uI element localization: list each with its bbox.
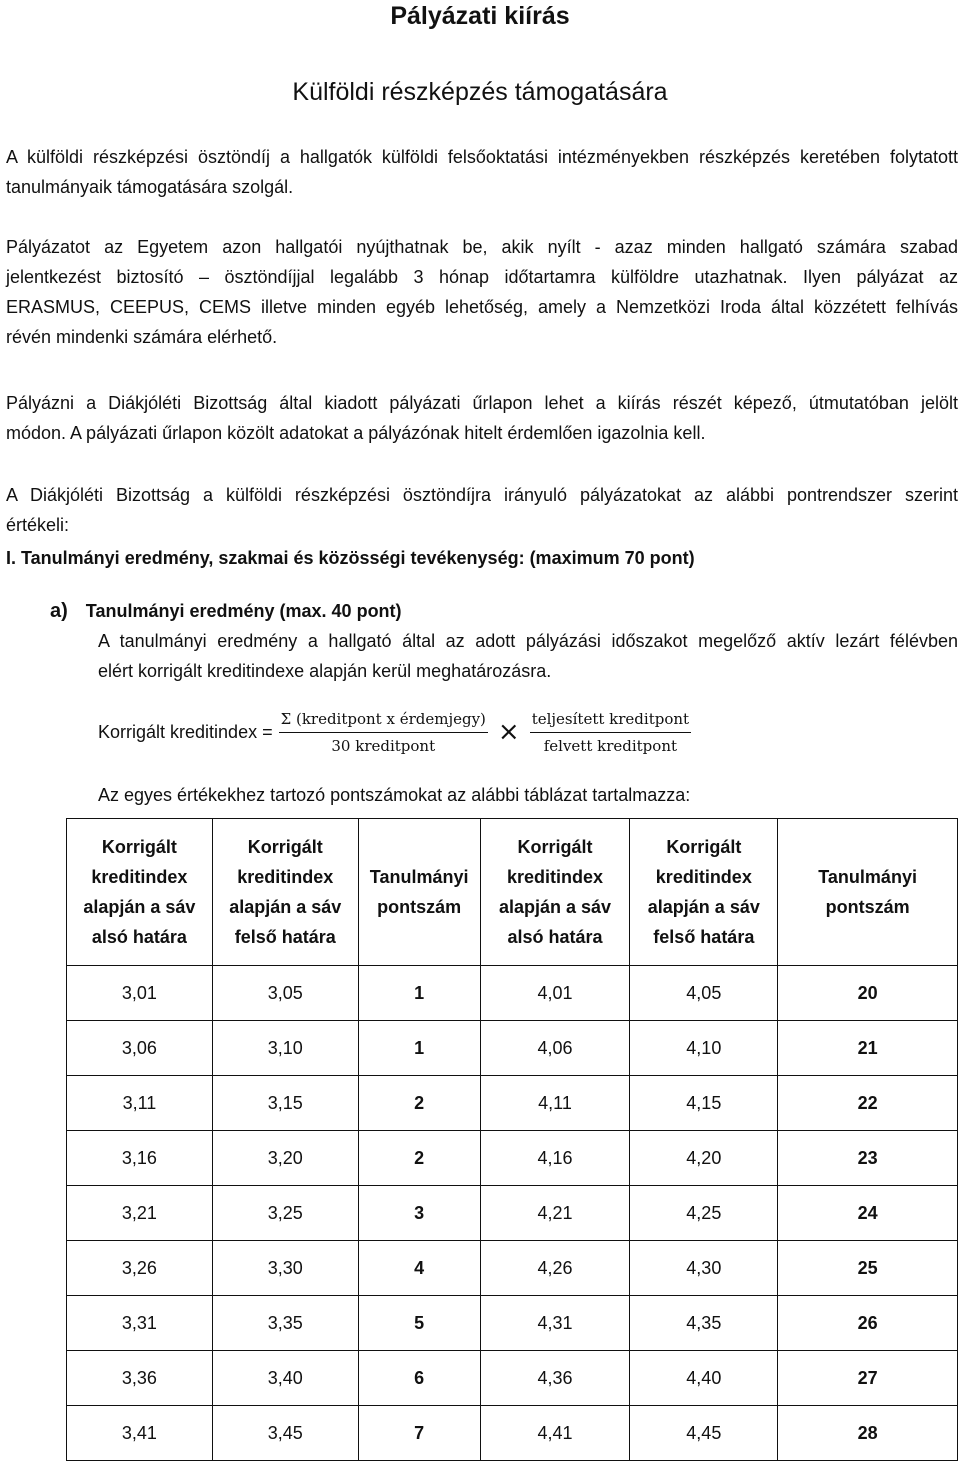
text-line: A külföldi részképzési ösztöndíj a hallgatók külföldi felsőoktatási intézményekben részképzés keretében folytatott: [6, 147, 958, 167]
range-cell: 3,40: [212, 1351, 358, 1406]
range-cell: 4,45: [630, 1406, 778, 1461]
text-line: módon. A pályázati űrlapon közölt adatokat a pályázónak hitelt érdemlően igazolnia kell.: [6, 423, 706, 443]
table-row: [67, 1131, 958, 1186]
score-cell: 1: [358, 1021, 480, 1076]
range-cell: 3,25: [212, 1186, 358, 1241]
range-cell: 4,40: [630, 1351, 778, 1406]
range-cell: 3,11: [67, 1076, 213, 1131]
range-cell: 3,06: [67, 1021, 213, 1076]
range-cell: 3,05: [212, 966, 358, 1021]
range-cell: 4,15: [630, 1076, 778, 1131]
formula-numerator: Σ (kreditpont x érdemjegy): [279, 710, 488, 733]
score-cell: 1: [358, 966, 480, 1021]
column-header: Korrigált kreditindex alapján a sáv felső határa: [212, 819, 358, 966]
table-row: [67, 966, 958, 1021]
formula-numerator: teljesített kreditpont: [530, 710, 691, 733]
text-line: A tanulmányi eredmény a hallgató által az adott pályázási időszakot megelőző aktív lezárt félévben: [98, 631, 958, 651]
range-cell: 4,16: [480, 1131, 630, 1186]
range-cell: 3,26: [67, 1241, 213, 1296]
range-cell: 4,31: [480, 1296, 630, 1351]
multiplication-sign: ×: [497, 717, 520, 747]
range-cell: 3,01: [67, 966, 213, 1021]
formula-denominator: felvett kreditpont: [543, 736, 678, 755]
text-line: révén mindenki számára elérhető.: [6, 327, 278, 347]
text-line: elért korrigált kreditindexe alapján kerül meghatározásra.: [98, 661, 552, 681]
table-intro: Az egyes értékekhez tartozó pontszámokat az alábbi táblázat tartalmazza:: [98, 785, 691, 805]
eligibility-paragraph: [6, 232, 958, 352]
range-cell: 4,06: [480, 1021, 630, 1076]
score-cell: 23: [778, 1131, 958, 1186]
text-line: tanulmányaik támogatására szolgál.: [6, 177, 294, 197]
formula-label: Korrigált kreditindex =: [98, 721, 273, 742]
subsection-title: Tanulmányi eredmény (max. 40 pont): [85, 601, 402, 621]
score-cell: 2: [358, 1076, 480, 1131]
score-cell: 2: [358, 1131, 480, 1186]
range-cell: 4,30: [630, 1241, 778, 1296]
table-row: [67, 1406, 958, 1461]
range-cell: 4,01: [480, 966, 630, 1021]
subsection-heading: [50, 596, 402, 626]
score-cell: 4: [358, 1241, 480, 1296]
page-subtitle: Külföldi részképzés támogatására: [292, 78, 668, 106]
table-row: [67, 1296, 958, 1351]
academic-result-paragraph: [98, 626, 958, 686]
range-cell: 4,20: [630, 1131, 778, 1186]
score-cell: 22: [778, 1076, 958, 1131]
application-paragraph: [6, 388, 958, 448]
range-cell: 4,26: [480, 1241, 630, 1296]
table-row: [67, 1351, 958, 1406]
formula-fraction-2: [530, 710, 691, 755]
range-cell: 4,25: [630, 1186, 778, 1241]
column-header: Tanulmányi pontszám: [778, 819, 958, 966]
score-cell: 5: [358, 1296, 480, 1351]
formula-denominator: 30 kreditpont: [331, 736, 436, 755]
score-cell: 26: [778, 1296, 958, 1351]
range-cell: 3,36: [67, 1351, 213, 1406]
table-row: [67, 1241, 958, 1296]
score-cell: 25: [778, 1241, 958, 1296]
text-line: ERASMUS, CEEPUS, CEMS illetve minden egyéb lehetőség, amely a Nemzetközi Iroda által közzétett felhívás: [6, 297, 958, 317]
score-cell: 28: [778, 1406, 958, 1461]
range-cell: 4,10: [630, 1021, 778, 1076]
intro-paragraph: [6, 142, 958, 202]
formula-fraction-1: [279, 710, 488, 755]
column-header: Korrigált kreditindex alapján a sáv alsó határa: [480, 819, 630, 966]
table-row: [67, 1186, 958, 1241]
range-cell: 4,21: [480, 1186, 630, 1241]
range-cell: 4,11: [480, 1076, 630, 1131]
text-line: A Diákjóléti Bizottság a külföldi részképzési ösztöndíjra irányuló pályázatokat az alábbi pontrendszer szerint: [6, 485, 958, 505]
evaluation-paragraph: [6, 480, 958, 540]
credit-index-formula: [98, 706, 691, 758]
table-body: [67, 966, 958, 1461]
table-row: [67, 1076, 958, 1131]
range-cell: 3,35: [212, 1296, 358, 1351]
range-cell: 4,36: [480, 1351, 630, 1406]
range-cell: 3,45: [212, 1406, 358, 1461]
page-title: Pályázati kiírás: [390, 2, 570, 30]
score-cell: 6: [358, 1351, 480, 1406]
range-cell: 3,21: [67, 1186, 213, 1241]
column-header: Korrigált kreditindex alapján a sáv alsó határa: [67, 819, 213, 966]
range-cell: 4,41: [480, 1406, 630, 1461]
score-cell: 27: [778, 1351, 958, 1406]
score-cell: 20: [778, 966, 958, 1021]
range-cell: 4,05: [630, 966, 778, 1021]
range-cell: 3,10: [212, 1021, 358, 1076]
score-cell: 3: [358, 1186, 480, 1241]
column-header: Korrigált kreditindex alapján a sáv felső határa: [630, 819, 778, 966]
range-cell: 4,35: [630, 1296, 778, 1351]
text-line: Pályázni a Diákjóléti Bizottság által kiadott pályázati űrlapon lehet a kiírás részét képező, útmutatóban jelölt: [6, 393, 958, 413]
range-cell: 3,20: [212, 1131, 358, 1186]
range-cell: 3,16: [67, 1131, 213, 1186]
score-table: [66, 818, 958, 1461]
table-row: [67, 1021, 958, 1076]
table-header-row: [67, 819, 958, 966]
text-line: jelentkezést biztosító – ösztöndíjjal legalább 3 hónap időtartamra külföldre utazhatnak. Ilyen pályázat az: [6, 267, 958, 287]
text-line: értékeli:: [6, 515, 70, 535]
range-cell: 3,30: [212, 1241, 358, 1296]
range-cell: 3,15: [212, 1076, 358, 1131]
text-line: Pályázatot az Egyetem azon hallgatói nyújthatnak be, akik nyílt - azaz minden hallgató számára szabad: [6, 237, 958, 257]
score-cell: 21: [778, 1021, 958, 1076]
subsection-letter: a): [50, 600, 68, 622]
score-cell: 24: [778, 1186, 958, 1241]
range-cell: 3,41: [67, 1406, 213, 1461]
section-heading: I. Tanulmányi eredmény, szakmai és közösségi tevékenység: (maximum 70 pont): [6, 548, 695, 568]
score-cell: 7: [358, 1406, 480, 1461]
range-cell: 3,31: [67, 1296, 213, 1351]
column-header: Tanulmányi pontszám: [358, 819, 480, 966]
